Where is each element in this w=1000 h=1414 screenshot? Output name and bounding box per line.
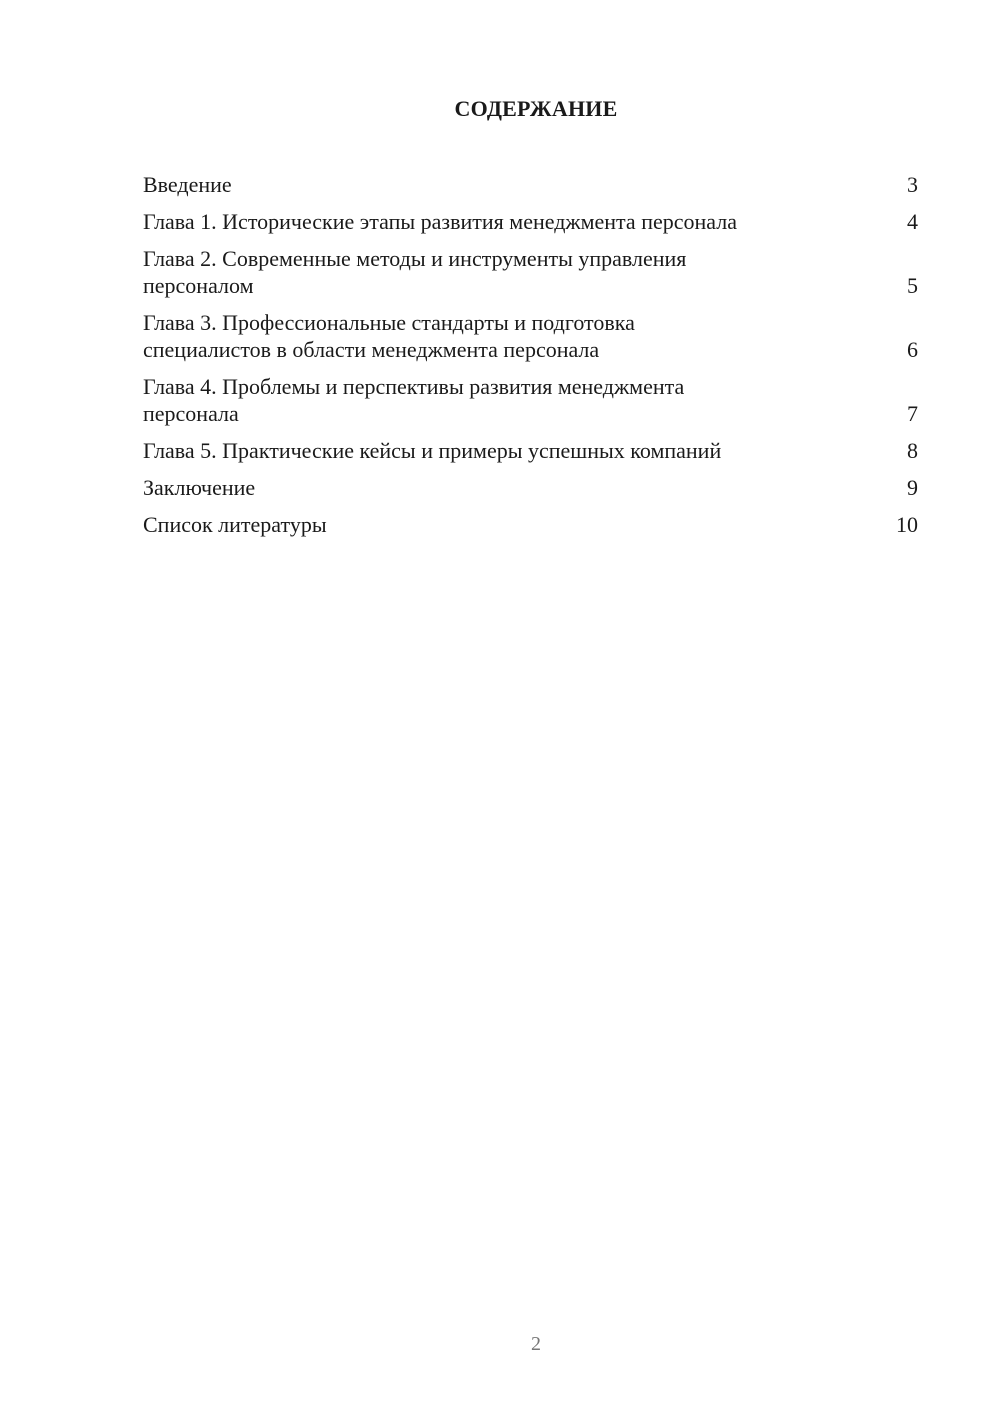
toc-entry-label: Заключение — [143, 475, 256, 500]
toc-entry-label: Глава 1. Исторические этапы развития менеджмента персонала — [143, 209, 737, 234]
toc-entry-page: 5 — [907, 273, 918, 298]
toc-entry-label: Введение — [143, 172, 232, 197]
toc-entry-chapter-4[interactable] — [143, 373, 918, 427]
toc-entry-label: Глава 5. Практические кейсы и примеры успешных компаний — [143, 438, 722, 463]
toc-title: СОДЕРЖАНИЕ — [454, 96, 618, 121]
toc-entry-label: Глава 4. Проблемы и перспективы развития менеджмента персонала — [143, 374, 685, 426]
toc-entry-introduction[interactable] — [143, 171, 918, 198]
toc-entry-label: Глава 2. Современные методы и инструменты управления персоналом — [143, 246, 687, 298]
table-of-contents — [143, 171, 918, 548]
toc-entry-page: 3 — [907, 172, 918, 197]
page-number: 2 — [531, 1333, 541, 1355]
toc-entry-page: 9 — [907, 475, 918, 500]
toc-entry-page: 8 — [907, 438, 918, 463]
toc-entry-chapter-5[interactable] — [143, 437, 918, 464]
toc-entry-chapter-1[interactable] — [143, 208, 918, 235]
toc-entry-label: Список литературы — [143, 512, 327, 537]
toc-entry-page: 6 — [907, 337, 918, 362]
toc-entry-chapter-3[interactable] — [143, 309, 918, 363]
toc-entry-references[interactable] — [143, 511, 918, 538]
toc-entry-conclusion[interactable] — [143, 474, 918, 501]
toc-entry-page: 4 — [907, 209, 918, 234]
toc-entry-label: Глава 3. Профессиональные стандарты и подготовка специалистов в области менеджмента персонала — [143, 310, 635, 362]
toc-entry-chapter-2[interactable] — [143, 245, 918, 299]
toc-entry-page: 7 — [907, 401, 918, 426]
toc-entry-page: 10 — [896, 512, 918, 537]
